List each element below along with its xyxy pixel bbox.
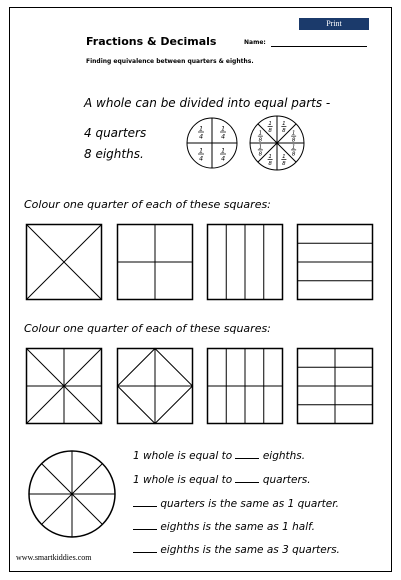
statement-text: quarters. <box>262 474 311 486</box>
fraction-denominator: 8 <box>282 161 286 168</box>
square-eighths-star[interactable] <box>26 348 102 424</box>
square-quarters-grid[interactable] <box>117 224 193 300</box>
answer-blank[interactable] <box>235 473 259 483</box>
answer-blank[interactable] <box>133 520 157 530</box>
eighth-circle-diagram <box>249 115 305 171</box>
fraction-denominator: 8 <box>282 127 286 134</box>
fraction-label <box>281 121 286 134</box>
fraction-label <box>291 144 296 157</box>
fraction-label <box>220 125 226 141</box>
square-eighths-diamond[interactable] <box>117 348 193 424</box>
statement-eighths-three-quarters <box>133 543 340 556</box>
square-vertical-strips[interactable] <box>207 224 283 300</box>
fraction-numerator: 1 <box>282 120 286 127</box>
fraction-denominator: 8 <box>291 151 296 158</box>
fraction-numerator: 1 <box>268 120 272 127</box>
square-horizontal-strips[interactable] <box>297 224 373 300</box>
square-eighths-brick[interactable] <box>297 348 373 424</box>
answer-blank[interactable] <box>133 497 157 507</box>
statement-text: 1 whole is equal to <box>133 450 233 462</box>
intro-heading: A whole can be divided into equal parts - <box>84 96 331 110</box>
square-x-divided[interactable] <box>26 224 102 300</box>
fraction-numerator: 1 <box>291 144 296 151</box>
fraction-numerator: 1 <box>258 130 263 137</box>
fraction-denominator: 8 <box>258 137 263 144</box>
fraction-label <box>258 131 263 144</box>
fraction-denominator: 8 <box>291 137 296 144</box>
statement-eighths-half <box>133 520 315 533</box>
statement-quarters-one-quarter <box>133 497 339 510</box>
fraction-numerator: 1 <box>291 130 296 137</box>
name-field-line[interactable] <box>271 46 367 47</box>
website-footer: www.smartkiddies.com <box>16 553 92 562</box>
fraction-label <box>258 144 263 157</box>
fraction-numerator: 1 <box>282 154 286 161</box>
answer-blank[interactable] <box>235 449 259 459</box>
fraction-numerator: 1 <box>198 124 204 133</box>
section1-instruction: Colour one quarter of each of these squares: <box>24 198 271 211</box>
fraction-denominator: 8 <box>268 127 272 134</box>
statement-whole-eighths <box>133 449 305 462</box>
intro-quarters: 4 quarters <box>84 126 147 140</box>
fraction-numerator: 1 <box>268 154 272 161</box>
fraction-label <box>268 154 273 167</box>
statement-text: eighths is the same as 1 half. <box>160 521 315 533</box>
fraction-denominator: 4 <box>220 154 226 163</box>
answer-blank[interactable] <box>133 543 157 553</box>
big-eighths-circle[interactable] <box>28 450 116 538</box>
statement-text: quarters is the same as 1 quarter. <box>160 498 339 510</box>
worksheet-subtitle: Finding equivalence between quarters & eighths. <box>86 58 254 65</box>
fraction-label <box>220 147 226 163</box>
fraction-label <box>291 131 296 144</box>
fraction-numerator: 1 <box>198 146 204 155</box>
square-eighths-strip-grid[interactable] <box>207 348 283 424</box>
statement-text: eighths. <box>262 450 306 462</box>
worksheet-title: Fractions & Decimals <box>86 35 217 48</box>
fraction-label <box>268 121 273 134</box>
fraction-label <box>198 125 204 141</box>
fraction-denominator: 8 <box>268 161 272 168</box>
quarter-circle-diagram <box>186 117 238 169</box>
print-button[interactable]: Print <box>299 18 369 30</box>
section2-instruction: Colour one quarter of each of these squares: <box>24 322 271 335</box>
fraction-denominator: 4 <box>198 154 204 163</box>
fraction-label <box>281 154 286 167</box>
fraction-denominator: 4 <box>220 132 226 141</box>
fraction-numerator: 1 <box>220 146 226 155</box>
statement-text: 1 whole is equal to <box>133 474 233 486</box>
intro-eighths: 8 eighths. <box>84 147 144 161</box>
statement-whole-quarters <box>133 473 311 486</box>
statement-text: eighths is the same as 3 quarters. <box>160 544 340 556</box>
fraction-denominator: 8 <box>258 151 263 158</box>
fraction-label <box>198 147 204 163</box>
name-label: Name: <box>244 39 266 46</box>
fraction-numerator: 1 <box>258 144 263 151</box>
fraction-numerator: 1 <box>220 124 226 133</box>
fraction-denominator: 4 <box>198 132 204 141</box>
